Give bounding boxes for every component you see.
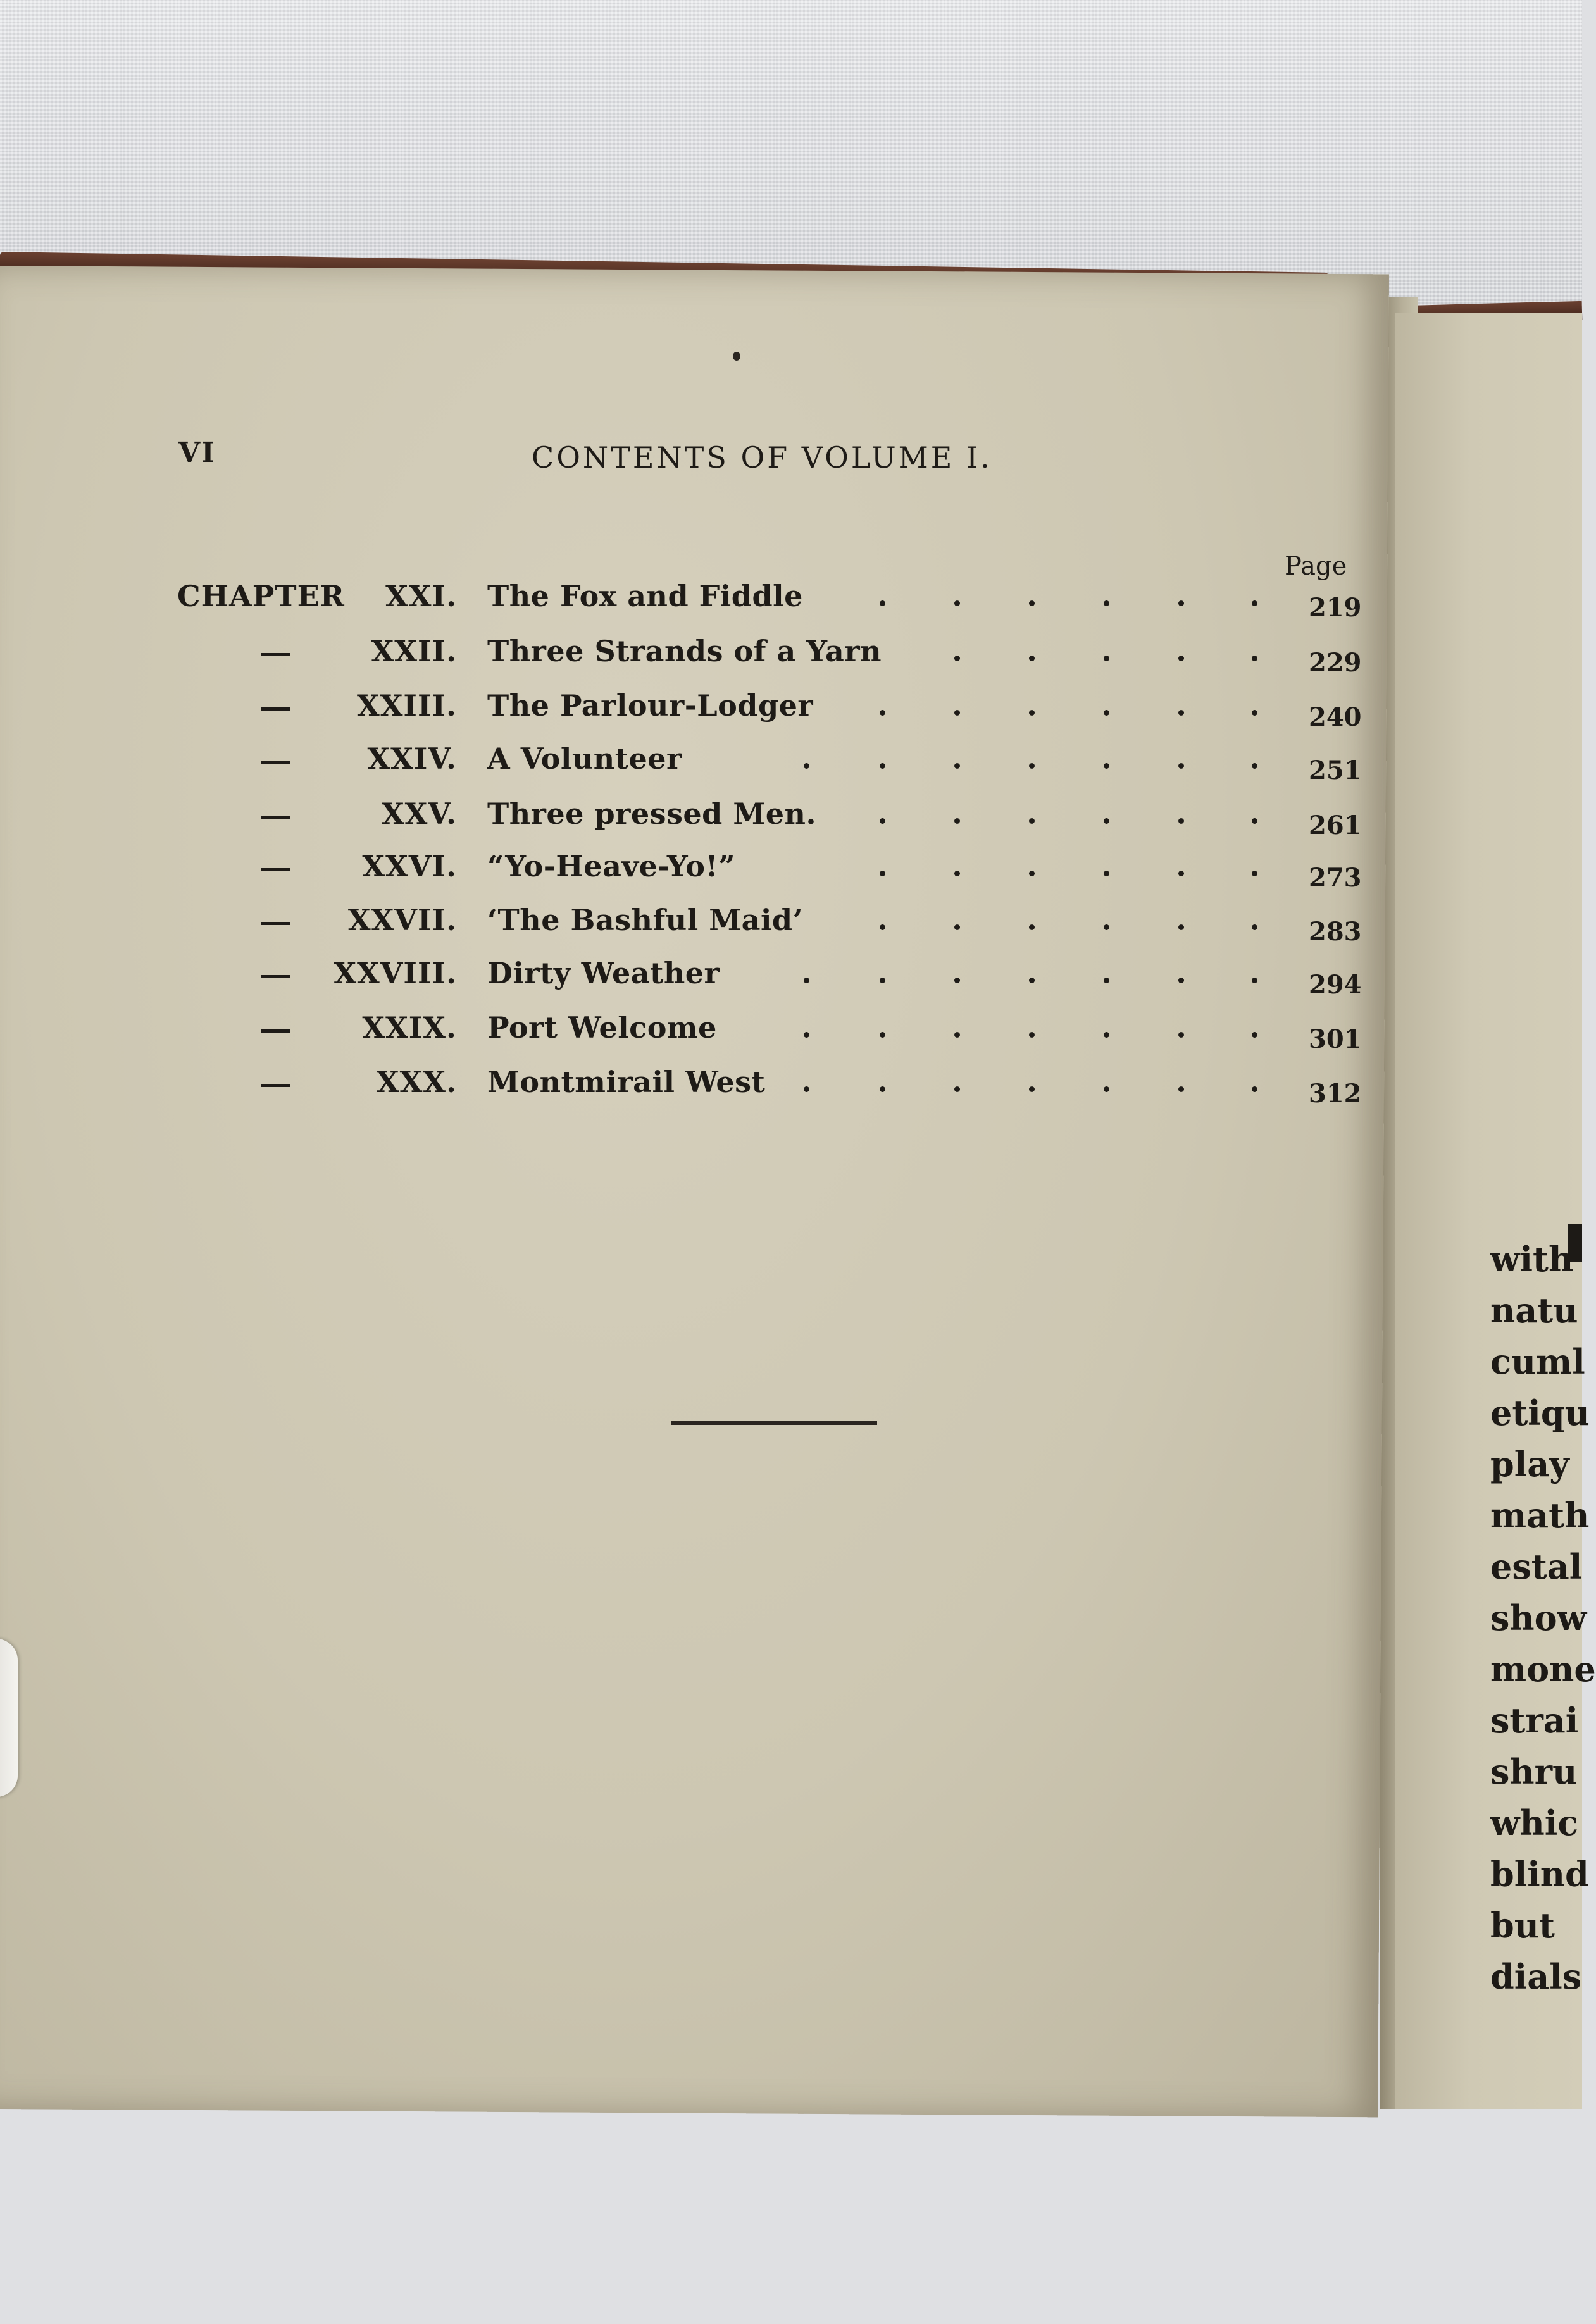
leader-dot bbox=[1178, 978, 1184, 983]
chapter-word: CHAPTER bbox=[177, 579, 345, 613]
leader-dot bbox=[1029, 1032, 1035, 1038]
dot-leader bbox=[0, 978, 772, 983]
facing-page-line: but bbox=[1490, 1905, 1555, 1946]
page-reference: 240 bbox=[1309, 702, 1362, 732]
leader-dot bbox=[1178, 710, 1184, 716]
facing-page-line: etiqu bbox=[1490, 1393, 1590, 1433]
leader-dot bbox=[880, 1086, 885, 1092]
page-reference: 294 bbox=[1309, 970, 1362, 1000]
leader-dot bbox=[1178, 1086, 1184, 1092]
page-reference: 261 bbox=[1309, 811, 1362, 840]
facing-page-line: natu bbox=[1490, 1290, 1578, 1331]
facing-page-line: strai bbox=[1490, 1700, 1579, 1741]
leader-dot bbox=[1178, 924, 1184, 930]
facing-page-line: blind bbox=[1490, 1854, 1589, 1894]
leader-dot bbox=[954, 656, 960, 661]
leader-dot bbox=[954, 924, 960, 930]
leader-dot bbox=[954, 871, 960, 876]
facing-page-line: dials bbox=[1490, 1956, 1582, 1997]
ink-speck bbox=[733, 352, 740, 361]
leader-dot bbox=[1178, 600, 1184, 606]
leader-dot bbox=[1029, 924, 1035, 930]
toc-entry bbox=[0, 956, 1392, 1000]
leader-dot bbox=[1178, 656, 1184, 661]
facing-page-line: shru bbox=[1490, 1751, 1578, 1792]
chapter-title: ‘The Bashful Maid’ bbox=[487, 903, 804, 937]
leader-dot bbox=[880, 871, 885, 876]
dot-leader bbox=[0, 763, 772, 768]
dot-leader bbox=[0, 1086, 772, 1091]
running-title: CONTENTS OF VOLUME I. bbox=[532, 440, 992, 475]
chapter-title: A Volunteer bbox=[487, 742, 682, 776]
leader-dot bbox=[1252, 763, 1257, 769]
facing-page-line: mone bbox=[1490, 1649, 1596, 1689]
leader-dot bbox=[1252, 1086, 1257, 1092]
page-reference: 251 bbox=[1309, 755, 1362, 785]
leader-dot bbox=[880, 600, 885, 606]
leader-dot bbox=[1029, 1086, 1035, 1092]
leader-dot bbox=[1104, 871, 1109, 876]
facing-page-line: cuml bbox=[1490, 1341, 1585, 1382]
toc-entry bbox=[0, 579, 1392, 623]
toc-entry bbox=[0, 688, 1392, 733]
show-through-text bbox=[152, 1494, 1359, 2324]
page-reference: 283 bbox=[1309, 917, 1362, 947]
leader-dot bbox=[1104, 600, 1109, 606]
page-reference: 273 bbox=[1309, 863, 1362, 893]
chapter-title: The Parlour-Lodger bbox=[487, 688, 814, 723]
leader-dot bbox=[1104, 818, 1109, 824]
toc-entry bbox=[0, 634, 1392, 678]
facing-page-line: math bbox=[1490, 1495, 1590, 1536]
leader-dot bbox=[804, 763, 809, 769]
chapter-title: Montmirail West bbox=[487, 1065, 766, 1099]
dot-leader bbox=[0, 818, 772, 823]
leader-dot bbox=[1178, 763, 1184, 769]
facing-page-text bbox=[1490, 1234, 1596, 2003]
leader-dot bbox=[880, 978, 885, 983]
leader-dot bbox=[1104, 763, 1109, 769]
leader-dot bbox=[954, 763, 960, 769]
toc-entry bbox=[0, 903, 1392, 947]
leader-dot bbox=[1252, 871, 1257, 876]
leader-dot bbox=[954, 600, 960, 606]
leader-dot bbox=[1104, 924, 1109, 930]
chapter-numeral: XXVI. bbox=[362, 849, 457, 883]
chapter-title: Port Welcome bbox=[487, 1010, 717, 1045]
chapter-numeral: XXIV. bbox=[367, 742, 457, 776]
leader-dot bbox=[1252, 1032, 1257, 1038]
leader-dot bbox=[804, 978, 809, 983]
facing-page-line: estal bbox=[1490, 1546, 1583, 1587]
dot-leader bbox=[0, 600, 772, 606]
leader-dot bbox=[954, 1032, 960, 1038]
toc-entry bbox=[0, 797, 1392, 841]
page-number: VI bbox=[178, 437, 216, 469]
page-reference: 301 bbox=[1309, 1024, 1362, 1054]
leader-dot bbox=[954, 818, 960, 824]
leader-dot bbox=[1029, 656, 1035, 661]
contents-page bbox=[0, 266, 1389, 2117]
leader-dot bbox=[954, 710, 960, 716]
leader-dot bbox=[880, 818, 885, 824]
leader-dot bbox=[804, 1032, 809, 1038]
facing-page-line: whic bbox=[1490, 1803, 1579, 1843]
leader-dot bbox=[1252, 656, 1257, 661]
dot-leader bbox=[0, 1032, 772, 1037]
leader-dot bbox=[954, 1086, 960, 1092]
facing-page-line: play bbox=[1490, 1444, 1569, 1484]
chapter-title: “Yo-Heave-Yo!” bbox=[487, 849, 736, 883]
chapter-title: Dirty Weather bbox=[487, 956, 720, 990]
leader-dot bbox=[1178, 818, 1184, 824]
leader-dot bbox=[1252, 818, 1257, 824]
chapter-numeral: XXIX. bbox=[362, 1010, 457, 1045]
toc-entry bbox=[0, 742, 1392, 786]
leader-dot bbox=[954, 978, 960, 983]
page-reference: 219 bbox=[1309, 593, 1362, 623]
leader-dot bbox=[880, 763, 885, 769]
chapter-numeral: XXIII. bbox=[357, 688, 457, 723]
leader-dot bbox=[1252, 710, 1257, 716]
leader-dot bbox=[1252, 978, 1257, 983]
leader-dot bbox=[880, 710, 885, 716]
leader-dot bbox=[1029, 710, 1035, 716]
leader-dot bbox=[1104, 978, 1109, 983]
leader-dot bbox=[1252, 924, 1257, 930]
chapter-numeral: XXII. bbox=[371, 634, 457, 668]
dot-leader bbox=[0, 924, 772, 929]
page-reference: 229 bbox=[1309, 648, 1362, 678]
page-reference: 312 bbox=[1309, 1079, 1362, 1109]
leader-dot bbox=[1104, 710, 1109, 716]
chapter-title: The Fox and Fiddle bbox=[487, 579, 803, 613]
leader-dot bbox=[804, 1086, 809, 1092]
leader-dot bbox=[880, 924, 885, 930]
dot-leader bbox=[0, 710, 772, 715]
leader-dot bbox=[1029, 818, 1035, 824]
dot-leader bbox=[0, 656, 772, 661]
chapter-numeral: XXVII. bbox=[347, 903, 457, 937]
facing-page-line: with bbox=[1490, 1239, 1574, 1279]
chapter-title: Three Strands of a Yarn bbox=[487, 634, 882, 668]
chapter-numeral: XXV. bbox=[381, 797, 457, 831]
leader-dot bbox=[1029, 978, 1035, 983]
page-clip bbox=[0, 1639, 18, 1797]
chapter-numeral: XXX. bbox=[376, 1065, 457, 1099]
chapter-numeral: XXVIII. bbox=[334, 956, 457, 990]
toc-entry bbox=[0, 849, 1392, 893]
leader-dot bbox=[1252, 600, 1257, 606]
chapter-numeral: XXI. bbox=[385, 579, 457, 613]
toc-entry bbox=[0, 1065, 1392, 1109]
leader-dot bbox=[1029, 763, 1035, 769]
leader-dot bbox=[1029, 600, 1035, 606]
leader-dot bbox=[880, 1032, 885, 1038]
leader-dot bbox=[1104, 1086, 1109, 1092]
leader-dot bbox=[1104, 1032, 1109, 1038]
section-rule bbox=[671, 1421, 877, 1425]
toc-entry bbox=[0, 1010, 1392, 1055]
chapter-title: Three pressed Men. bbox=[487, 797, 817, 831]
facing-page-line: show bbox=[1490, 1598, 1587, 1638]
leader-dot bbox=[1178, 1032, 1184, 1038]
page-column-label: Page bbox=[1285, 552, 1347, 581]
dot-leader bbox=[0, 871, 772, 876]
leader-dot bbox=[1104, 656, 1109, 661]
leader-dot bbox=[1029, 871, 1035, 876]
leader-dot bbox=[1178, 871, 1184, 876]
